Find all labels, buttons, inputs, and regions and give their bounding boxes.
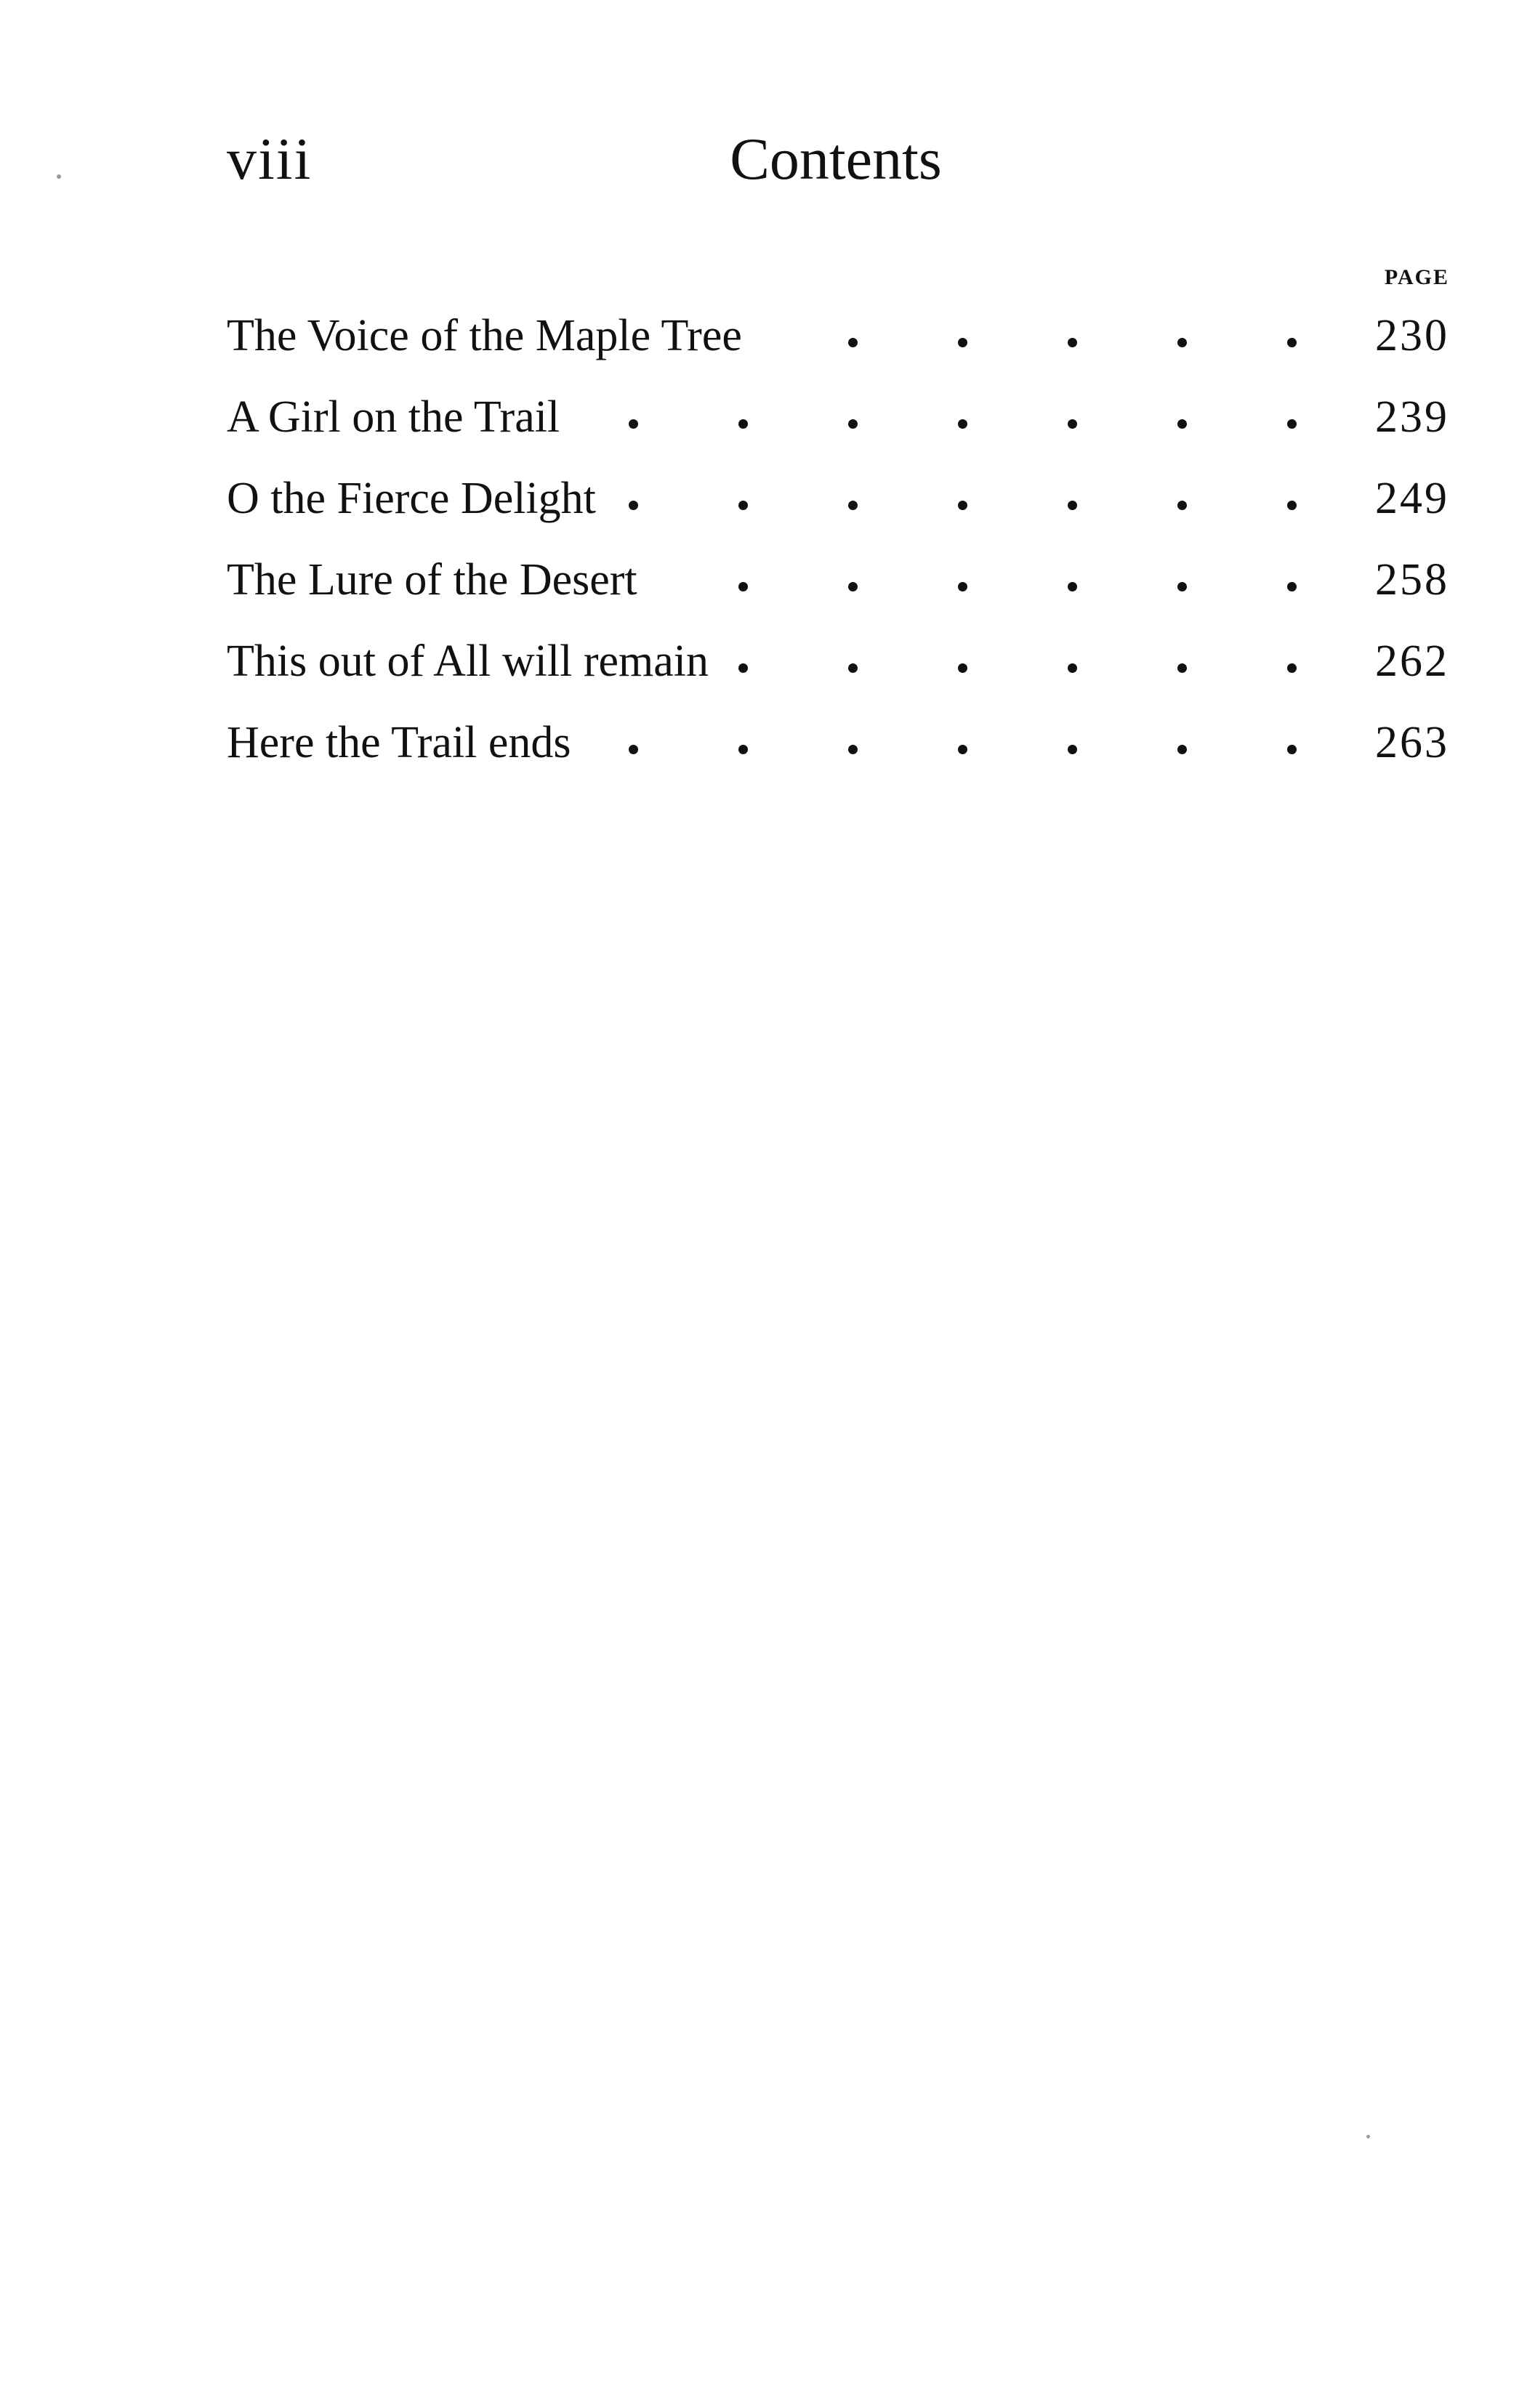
- leader-dot: [1177, 663, 1187, 673]
- leader-dot: [848, 582, 858, 591]
- page-number-folio: viii: [227, 126, 313, 192]
- page-title: Contents: [730, 126, 942, 192]
- leader-dot: [1287, 338, 1297, 347]
- table-of-contents: [227, 304, 1449, 792]
- toc-entry: [227, 385, 1449, 466]
- leader-dot: [958, 501, 967, 510]
- toc-entry: [227, 711, 1449, 792]
- toc-entry-title: The Lure of the Desert: [227, 548, 650, 612]
- toc-entry: [227, 548, 1449, 629]
- leader-dot: [958, 338, 967, 347]
- leader-dot: [1068, 338, 1077, 347]
- toc-entry: [227, 629, 1449, 711]
- leader-dot: [1068, 745, 1077, 754]
- toc-entry-page: 249: [1375, 474, 1449, 523]
- toc-entry-page: 263: [1375, 718, 1449, 767]
- toc-entry-title: This out of All will remain: [227, 629, 722, 693]
- leader-dot: [848, 745, 858, 754]
- toc-entry: [227, 304, 1449, 385]
- toc-entry-title: A Girl on the Trail: [227, 385, 573, 449]
- leader-dot: [1287, 419, 1297, 429]
- leader-dot: [738, 501, 748, 510]
- leader-dot: [1177, 745, 1187, 754]
- leader-dot: [738, 663, 748, 673]
- leader-dot: [1287, 582, 1297, 591]
- leader-dot: [1287, 663, 1297, 673]
- leader-dot: [1068, 582, 1077, 591]
- leader-dot: [1068, 663, 1077, 673]
- leader-dot: [1287, 501, 1297, 510]
- leader-dot: [848, 663, 858, 673]
- toc-entry-page: 230: [1375, 311, 1449, 360]
- leader-dot: [958, 663, 967, 673]
- leader-dot: [1287, 745, 1297, 754]
- toc-entry-page: 258: [1375, 555, 1449, 605]
- leader-dot: [848, 501, 858, 510]
- leader-dot: [1068, 501, 1077, 510]
- toc-entry-title: The Voice of the Maple Tree: [227, 304, 755, 368]
- leader-dot: [958, 582, 967, 591]
- toc-entry-title: O the Fierce Delight: [227, 466, 609, 530]
- leader-dot: [629, 745, 638, 754]
- leader-dot: [1177, 582, 1187, 591]
- leader-dot: [958, 419, 967, 429]
- leader-dot: [1177, 419, 1187, 429]
- leader-dot: [738, 419, 748, 429]
- leader-dot: [738, 745, 748, 754]
- leader-dot: [1177, 338, 1187, 347]
- leader-dot: [848, 419, 858, 429]
- leader-dot: [848, 338, 858, 347]
- toc-entry-title: Here the Trail ends: [227, 711, 584, 775]
- leader-dot: [629, 419, 638, 429]
- toc-entry-page: 262: [1375, 637, 1449, 686]
- leader-dot: [1068, 419, 1077, 429]
- leader-dot: [629, 501, 638, 510]
- leader-dot: [958, 745, 967, 754]
- page-speck: [1366, 2135, 1370, 2138]
- toc-entry: [227, 466, 1449, 548]
- leader-dot: [738, 582, 748, 591]
- page-column-label: PAGE: [1384, 265, 1449, 289]
- toc-entry-page: 239: [1375, 392, 1449, 442]
- leader-dot: [1177, 501, 1187, 510]
